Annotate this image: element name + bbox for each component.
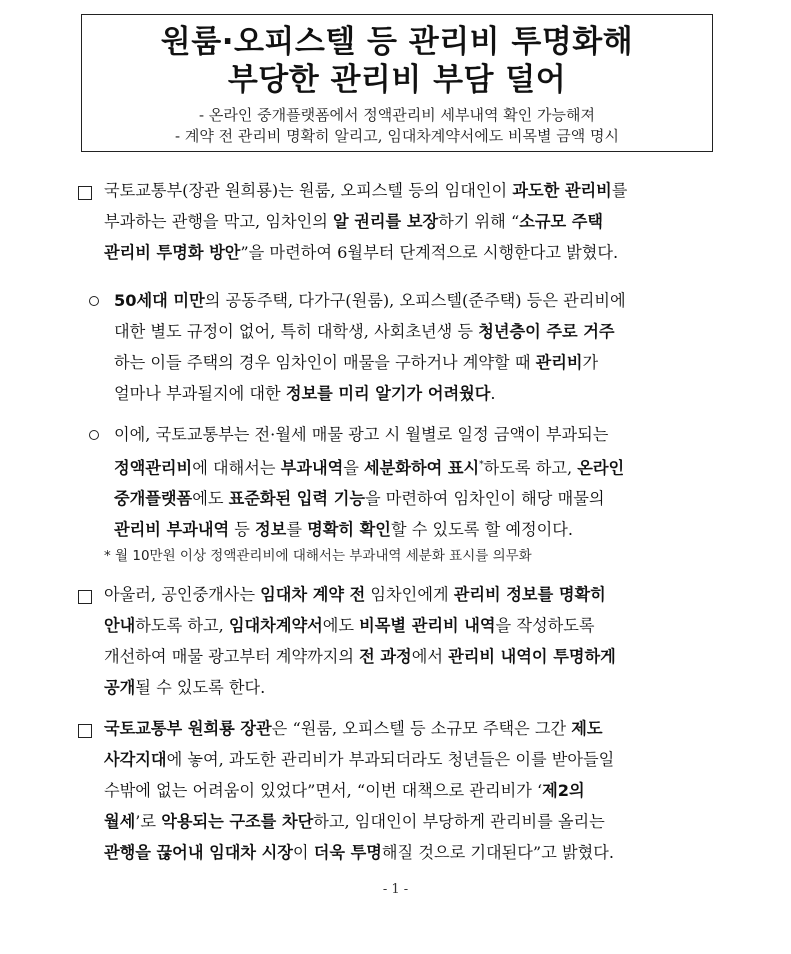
- paragraph-4: [104, 579, 724, 703]
- text-run: 얼마나 부과될지에 대한: [114, 384, 286, 403]
- bold-run: 관리비 투명화 방안: [104, 243, 241, 262]
- paragraph-line: [114, 378, 724, 409]
- text-run: 등: [229, 520, 256, 540]
- text-run: ’로: [135, 812, 162, 831]
- paragraph-line: [104, 175, 724, 206]
- square-bullet-icon: [78, 590, 92, 604]
- text-run: 국토교통부(장관 원희룡)는 원룸, 오피스텔 등의 임대인이: [104, 181, 513, 200]
- title-box: [81, 14, 713, 152]
- footnote: * 월 10만원 이상 정액관리비에 대해서는 부과내역 세분화 표시를 의무화: [104, 548, 532, 564]
- paragraph-line: [104, 672, 724, 703]
- headline-line-2: 부당한 관리비 부담 덜어: [227, 62, 567, 98]
- paragraph-line: [104, 641, 724, 672]
- bold-run: 중개플랫폼: [114, 489, 193, 509]
- circle-bullet-icon: [89, 296, 99, 306]
- text-run: 을: [343, 458, 365, 478]
- text-run: 해질 것으로 기대된다”고 밝혔다.: [381, 843, 615, 862]
- bold-run: 월세: [104, 812, 136, 831]
- paragraph-line: [104, 237, 724, 268]
- bold-run: 정액관리비: [114, 458, 193, 478]
- bold-run: 임대차계약서: [228, 616, 323, 635]
- subheadline-2: - 계약 전 관리비 명확히 알리고, 임대차계약서에도 비목별 금액 명시: [175, 127, 619, 145]
- text-run: 대한 별도 규정이 없어, 특히 대학생, 사회초년생 등: [114, 322, 479, 341]
- paragraph-line: [114, 285, 724, 316]
- text-run: 하는 이들 주택의 경우 임차인이 매물을 구하거나 계약할 때: [114, 353, 536, 372]
- bold-run: 임대차 계약 전: [260, 585, 366, 604]
- paragraph-line: [104, 806, 724, 837]
- bold-run: 50세대 미만: [114, 291, 205, 310]
- subheadline-1: - 온라인 중개플랫폼에서 정액관리비 세부내역 확인 가능해져: [199, 106, 595, 124]
- bold-run: 사각지대: [104, 750, 167, 769]
- paragraph-line: [104, 744, 724, 775]
- text-run: 될 수 있도록 한다.: [135, 678, 266, 697]
- text-run: 가: [582, 353, 599, 372]
- text-run: 은 “원룸, 오피스텔 등 소규모 주택은 그간: [271, 719, 572, 738]
- paragraph-5: [104, 713, 724, 868]
- bold-run: 제도: [571, 719, 603, 738]
- bold-run: 관리비 내역이 투명하게: [448, 647, 616, 666]
- paragraph-line: [114, 347, 724, 378]
- paragraph-line: [114, 514, 724, 545]
- bold-run: 온라인: [577, 458, 625, 478]
- bold-run: 과도한 관리비: [512, 181, 612, 200]
- paragraph-line: [114, 450, 724, 483]
- text-run: 에도: [322, 616, 360, 635]
- bold-run: 명확히 확인: [307, 520, 391, 540]
- text-run: 부과하는 관행을 막고, 임차인의: [104, 212, 334, 231]
- paragraph-1: [104, 175, 724, 268]
- bold-run: 소규모 주택: [519, 212, 604, 231]
- text-run: 의 공동주택, 다가구(원룸), 오피스텔(준주택) 등은 관리비에: [204, 291, 626, 310]
- footnote-marker: *: [479, 460, 484, 470]
- square-bullet-icon: [78, 186, 92, 200]
- text-run: 할 수 있도록 할 예정이다.: [390, 520, 574, 540]
- bold-run: 비목별 관리비 내역: [359, 616, 496, 635]
- bold-run: 관리비 정보를 명확히: [453, 585, 606, 604]
- bold-run: 악용되는 구조를 차단: [161, 812, 314, 831]
- paragraph-3: [114, 419, 724, 545]
- bold-run: 관리비: [535, 353, 583, 372]
- text-run: 개선하여 매물 광고부터 계약까지의: [104, 647, 360, 666]
- text-run: 에도: [192, 489, 229, 509]
- text-run: 임차인에게: [365, 585, 454, 604]
- text-run: 에 놓여, 과도한 관리비가 부과되더라도 청년들은 이를 받아들일: [166, 750, 615, 769]
- bold-run: 부과내역: [280, 458, 344, 478]
- paragraph-2: [114, 285, 724, 409]
- text-run: ”을 마련하여 6월부터 단계적으로 시행한다고 밝혔다.: [240, 243, 619, 262]
- bold-run: 알 권리를 보장: [333, 212, 439, 231]
- bold-run: 표준화된 입력 기능: [228, 489, 365, 509]
- text-run: 를: [611, 181, 628, 200]
- text-run: 하기 위해 “: [438, 212, 520, 231]
- bold-run: 제2의: [542, 781, 585, 800]
- page-number: - 1 -: [382, 882, 409, 897]
- paragraph-line: [104, 610, 724, 641]
- text-run: 하도록 하고,: [483, 458, 578, 478]
- headline-line-1: 원룸·오피스텔 등 관리비 투명화해: [160, 24, 634, 60]
- paragraph-line: [104, 206, 724, 237]
- text-run: 에서: [411, 647, 449, 666]
- bold-run: 더욱 투명: [313, 843, 382, 862]
- text-run: 하도록 하고,: [135, 616, 229, 635]
- paragraph-line: [114, 483, 724, 514]
- text-run: 을 마련하여 임차인이 해당 매물의: [364, 489, 605, 509]
- paragraph-line: [114, 316, 724, 347]
- circle-bullet-icon: [89, 430, 99, 440]
- bold-run: 공개: [104, 678, 136, 697]
- bold-run: 정보: [255, 520, 287, 540]
- bold-run: 관리비 부과내역: [114, 520, 230, 540]
- bold-run: 관행을 끊어내 임대차 시장: [104, 843, 293, 862]
- paragraph-line: [104, 579, 724, 610]
- bold-run: 청년층이 주로 거주: [478, 322, 615, 341]
- paragraph-line: [104, 713, 724, 744]
- bold-run: 정보를 미리 알기가 어려웠다: [285, 384, 491, 403]
- text-run: 을 작성하도록: [495, 616, 595, 635]
- bold-run: 국토교통부 원희룡 장관: [104, 719, 272, 738]
- text-run: 에 대해서는: [192, 458, 281, 478]
- bold-run: 안내: [104, 616, 136, 635]
- text-run: .: [490, 384, 496, 403]
- text-run: 수밖에 없는 어려움이 있었다”면서, “이번 대책으로 관리비가 ‘: [104, 781, 543, 800]
- paragraph-line: [104, 775, 724, 806]
- bold-run: 전 과정: [359, 647, 412, 666]
- text-run: 아울러, 공인중개사는: [104, 585, 261, 604]
- text-run: 하고, 임대인이 부당하게 관리비를 올리는: [313, 812, 605, 831]
- text-run: 이에, 국토교통부는 전·월세 매물 광고 시 월별로 일정 금액이 부과되는: [114, 425, 609, 444]
- paragraph-line: [114, 419, 724, 450]
- square-bullet-icon: [78, 724, 92, 738]
- bold-run: 세분화하여 표시: [364, 458, 480, 478]
- paragraph-line: [104, 837, 724, 868]
- text-run: 를: [286, 520, 308, 540]
- text-run: 이: [292, 843, 314, 862]
